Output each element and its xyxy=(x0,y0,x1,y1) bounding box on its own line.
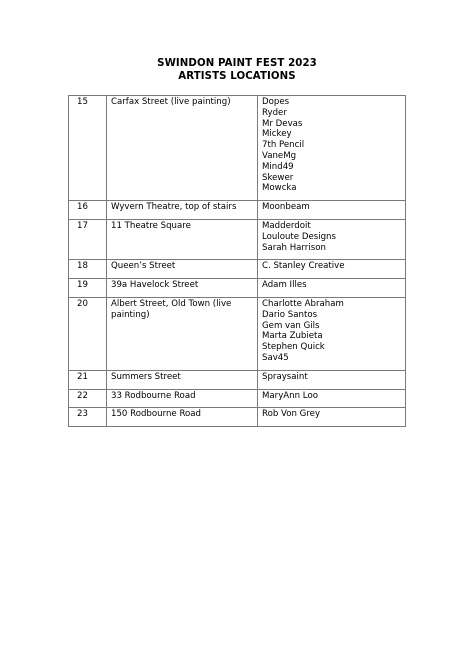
artist-name: Stephen Quick xyxy=(262,342,325,353)
artist-name: Madderdoit xyxy=(262,220,311,231)
location-number: 18 xyxy=(69,260,107,279)
artist-name: Rob Von Grey xyxy=(262,409,321,420)
artist-name: Mowcka xyxy=(262,183,297,194)
location-number: 15 xyxy=(69,96,107,201)
artist-name: 7th Pencil xyxy=(262,140,305,151)
artist-name: Gem van Gils xyxy=(262,320,320,331)
artist-list xyxy=(258,279,406,298)
table-row xyxy=(69,408,406,427)
table-body xyxy=(69,96,406,427)
title-line-1: SWINDON PAINT FEST 2023 xyxy=(157,58,317,69)
location-name: 39a Havelock Street xyxy=(107,279,258,298)
location-number: 16 xyxy=(69,201,107,220)
artist-name: Louloute Designs xyxy=(262,231,336,242)
table-row xyxy=(69,370,406,389)
location-name: 150 Rodbourne Road xyxy=(107,408,258,427)
artist-list xyxy=(258,96,406,201)
artist-list xyxy=(258,260,406,279)
artist-name: Sarah Harrison xyxy=(262,242,326,253)
table-row xyxy=(69,279,406,298)
artist-name: Sav45 xyxy=(262,352,289,363)
artist-name: Dario Santos xyxy=(262,309,318,320)
location-number: 23 xyxy=(69,408,107,427)
location-name: 11 Theatre Square xyxy=(107,219,258,259)
artist-name: C. Stanley Creative xyxy=(262,261,345,272)
artist-name: Mind49 xyxy=(262,161,294,172)
location-number: 21 xyxy=(69,370,107,389)
artist-list xyxy=(258,297,406,370)
location-name: Wyvern Theatre, top of stairs xyxy=(107,201,258,220)
artist-list xyxy=(258,408,406,427)
table-row xyxy=(69,297,406,370)
artist-name: Skewer xyxy=(262,172,294,183)
location-name: Queen’s Street xyxy=(107,260,258,279)
artist-list xyxy=(258,219,406,259)
title-line-2: ARTISTS LOCATIONS xyxy=(178,71,296,82)
artist-list xyxy=(258,201,406,220)
document-title xyxy=(0,57,474,83)
location-number: 22 xyxy=(69,389,107,408)
artist-list xyxy=(258,389,406,408)
location-number: 17 xyxy=(69,219,107,259)
artist-name: Ryder xyxy=(262,107,287,118)
location-name: Summers Street xyxy=(107,370,258,389)
location-number: 20 xyxy=(69,297,107,370)
artists-locations-table xyxy=(68,95,406,427)
table-row xyxy=(69,219,406,259)
location-name: 33 Rodbourne Road xyxy=(107,389,258,408)
artist-list xyxy=(258,370,406,389)
table-row xyxy=(69,96,406,201)
artist-name: Mickey xyxy=(262,129,292,140)
artist-name: MaryAnn Loo xyxy=(262,390,318,401)
artist-name: Dopes xyxy=(262,97,290,107)
table-row xyxy=(69,201,406,220)
artist-name: Adam Illes xyxy=(262,280,307,291)
location-number: 19 xyxy=(69,279,107,298)
artist-name: VaneMg xyxy=(262,150,297,161)
artist-name: Moonbeam xyxy=(262,202,310,213)
location-name: Albert Street, Old Town (live painting) xyxy=(107,297,258,370)
table-row xyxy=(69,260,406,279)
artist-name: Marta Zubieta xyxy=(262,331,323,342)
artist-name: Spraysaint xyxy=(262,371,308,382)
table-row xyxy=(69,389,406,408)
artist-name: Mr Devas xyxy=(262,118,303,129)
location-name: Carfax Street (live painting) xyxy=(107,96,258,201)
artist-name: Charlotte Abraham xyxy=(262,298,344,309)
